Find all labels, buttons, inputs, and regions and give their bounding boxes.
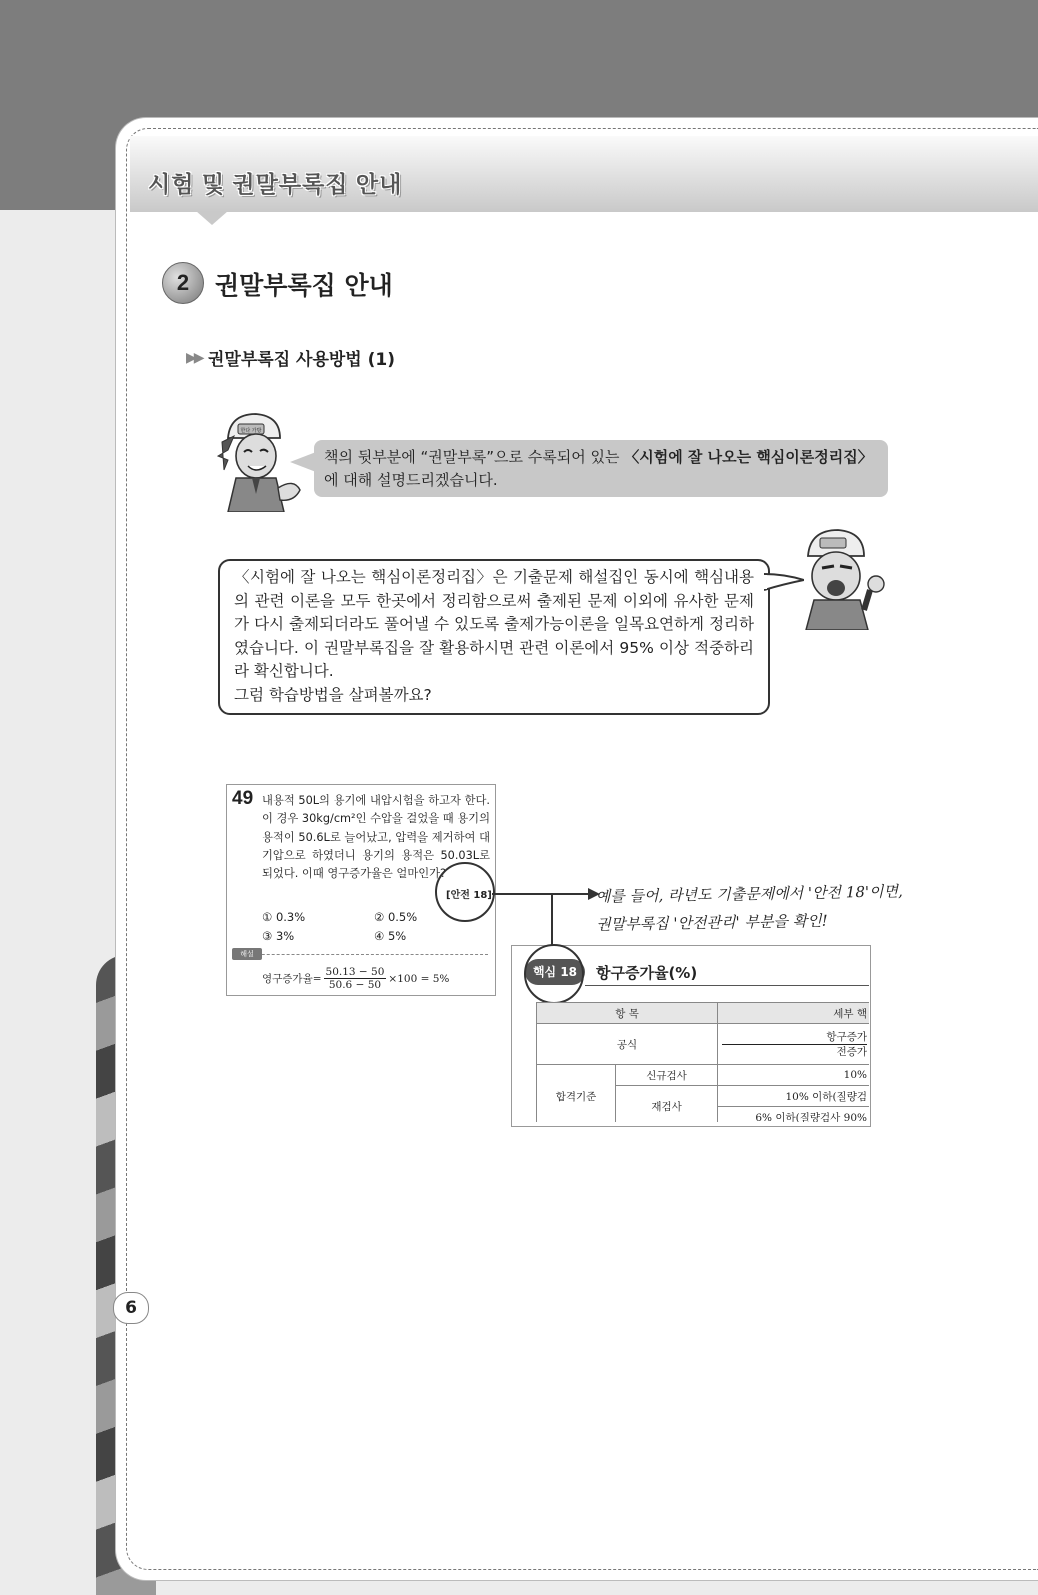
core-title: 항구증가율(%)	[596, 964, 698, 982]
speech-bubble-main-text	[234, 566, 754, 707]
solution-formula	[262, 966, 449, 991]
page-number: 6	[113, 1292, 149, 1324]
question-text: 내용적 50L의 용기에 내압시험을 하고자 한다. 이 경우 30kg/cm²인 수압을 걸었을 때 용기의 용적이 50.6L로 늘어났고, 압력을 제거하여 대기압으로 하였더니 용기의 용적은 50.03L로 되었다. 이때 영구증가율은 얼마인가?	[262, 794, 490, 881]
chapter-number-badge: 2	[162, 262, 204, 304]
speech-bubble-top-text	[324, 446, 880, 492]
formula-prefix: 영구증가율=	[262, 973, 322, 985]
question-tag: [안전 18]	[446, 890, 492, 901]
formula-value-line2: 전증가	[836, 1045, 867, 1058]
core-title-underline	[585, 985, 869, 986]
handwritten-note	[596, 877, 904, 938]
bubble-top-bold: 〈시험에 잘 나오는 핵심이론정리집〉	[624, 448, 873, 466]
table-cell-new-label: 신규검사	[616, 1065, 718, 1086]
bubble-main-paragraph: 〈시험에 잘 나오는 핵심이론정리집〉은 기출문제 해설집인 동시에 핵심내용의 관련 이론을 모두 한곳에서 정리함으로써 출제된 문제 이외에 유사한 문제가 다시 출제되더라도 풀어낼 수 있도록 출제가능이론을 일목요연하게 정리하였습니다. 이 권말부록집을 잘 활용하시면 관련 이론에서 95% 이상 적중하리라 확신합니다.	[234, 568, 754, 680]
bubble-top-tail	[290, 452, 316, 472]
question-number: 49	[232, 788, 254, 809]
formula-denominator: 50.6 − 50	[328, 979, 382, 991]
double-arrow-icon: ▶▶	[186, 350, 202, 366]
bubble-top-line1: 책의 뒷부분에 “권말부록”으로 수록되어 있는	[324, 448, 625, 466]
table-cell-new-value2: 10% 이하(질량검	[718, 1086, 869, 1107]
table-cell-pass-label: 합격기준	[537, 1065, 616, 1123]
table-header-detail: 세부 핵	[718, 1003, 869, 1024]
bubble-main-last-line: 그럼 학습방법을 살펴볼까요?	[234, 685, 432, 704]
hint-divider	[232, 954, 488, 955]
table-cell-new-value1: 10%	[718, 1065, 869, 1086]
table-row	[537, 1003, 870, 1024]
formula-numerator: 50.13 − 50	[325, 966, 385, 978]
mascot-right-illustration	[794, 526, 890, 630]
core-badge: 핵심 18	[525, 959, 585, 985]
table-cell-re-value: 6% 이하(질량검사 90%	[718, 1107, 869, 1123]
table-header-item: 항 목	[537, 1003, 718, 1024]
section-title: 시험 및 권말부록집 안내	[148, 171, 403, 197]
table-cell-formula-value	[718, 1024, 869, 1065]
connector-arrow	[490, 880, 602, 950]
handwritten-note-line2: 권말부록집 '안전관리' 부분을 확인!	[596, 911, 828, 934]
option-3: ③ 3%	[262, 929, 295, 943]
formula-fraction	[324, 966, 387, 991]
table-row	[537, 1065, 870, 1086]
option-4: ④ 5%	[374, 929, 407, 943]
subheading: 권말부록집 사용방법 (1)	[208, 350, 396, 370]
option-1: ① 0.3%	[262, 910, 306, 924]
hint-label: 해설	[240, 950, 254, 958]
hint-label-badge	[232, 948, 262, 960]
formula-value-line1: 항구증가	[722, 1030, 867, 1045]
helmet-label: 한다 가방	[240, 428, 262, 434]
handwritten-note-line1: 예를 들어, 라년도 기출문제에서 '안전 18'이면,	[595, 882, 903, 906]
title-bar-notch	[196, 211, 228, 225]
highlight-circle-tag	[435, 862, 495, 922]
core-table-clip	[536, 1002, 869, 1122]
formula-suffix: ×100 = 5%	[388, 972, 450, 985]
highlight-circle-core	[524, 944, 584, 1004]
mascot-left-illustration	[214, 408, 302, 512]
table-cell-formula-label: 공식	[537, 1024, 718, 1065]
option-2: ② 0.5%	[374, 910, 418, 924]
chapter-title: 권말부록집 안내	[215, 271, 393, 300]
core-table	[536, 1002, 869, 1122]
table-row	[537, 1024, 870, 1065]
bubble-top-line2: 에 대해 설명드리겠습니다.	[324, 471, 498, 489]
table-cell-re-label: 재검사	[616, 1086, 718, 1123]
